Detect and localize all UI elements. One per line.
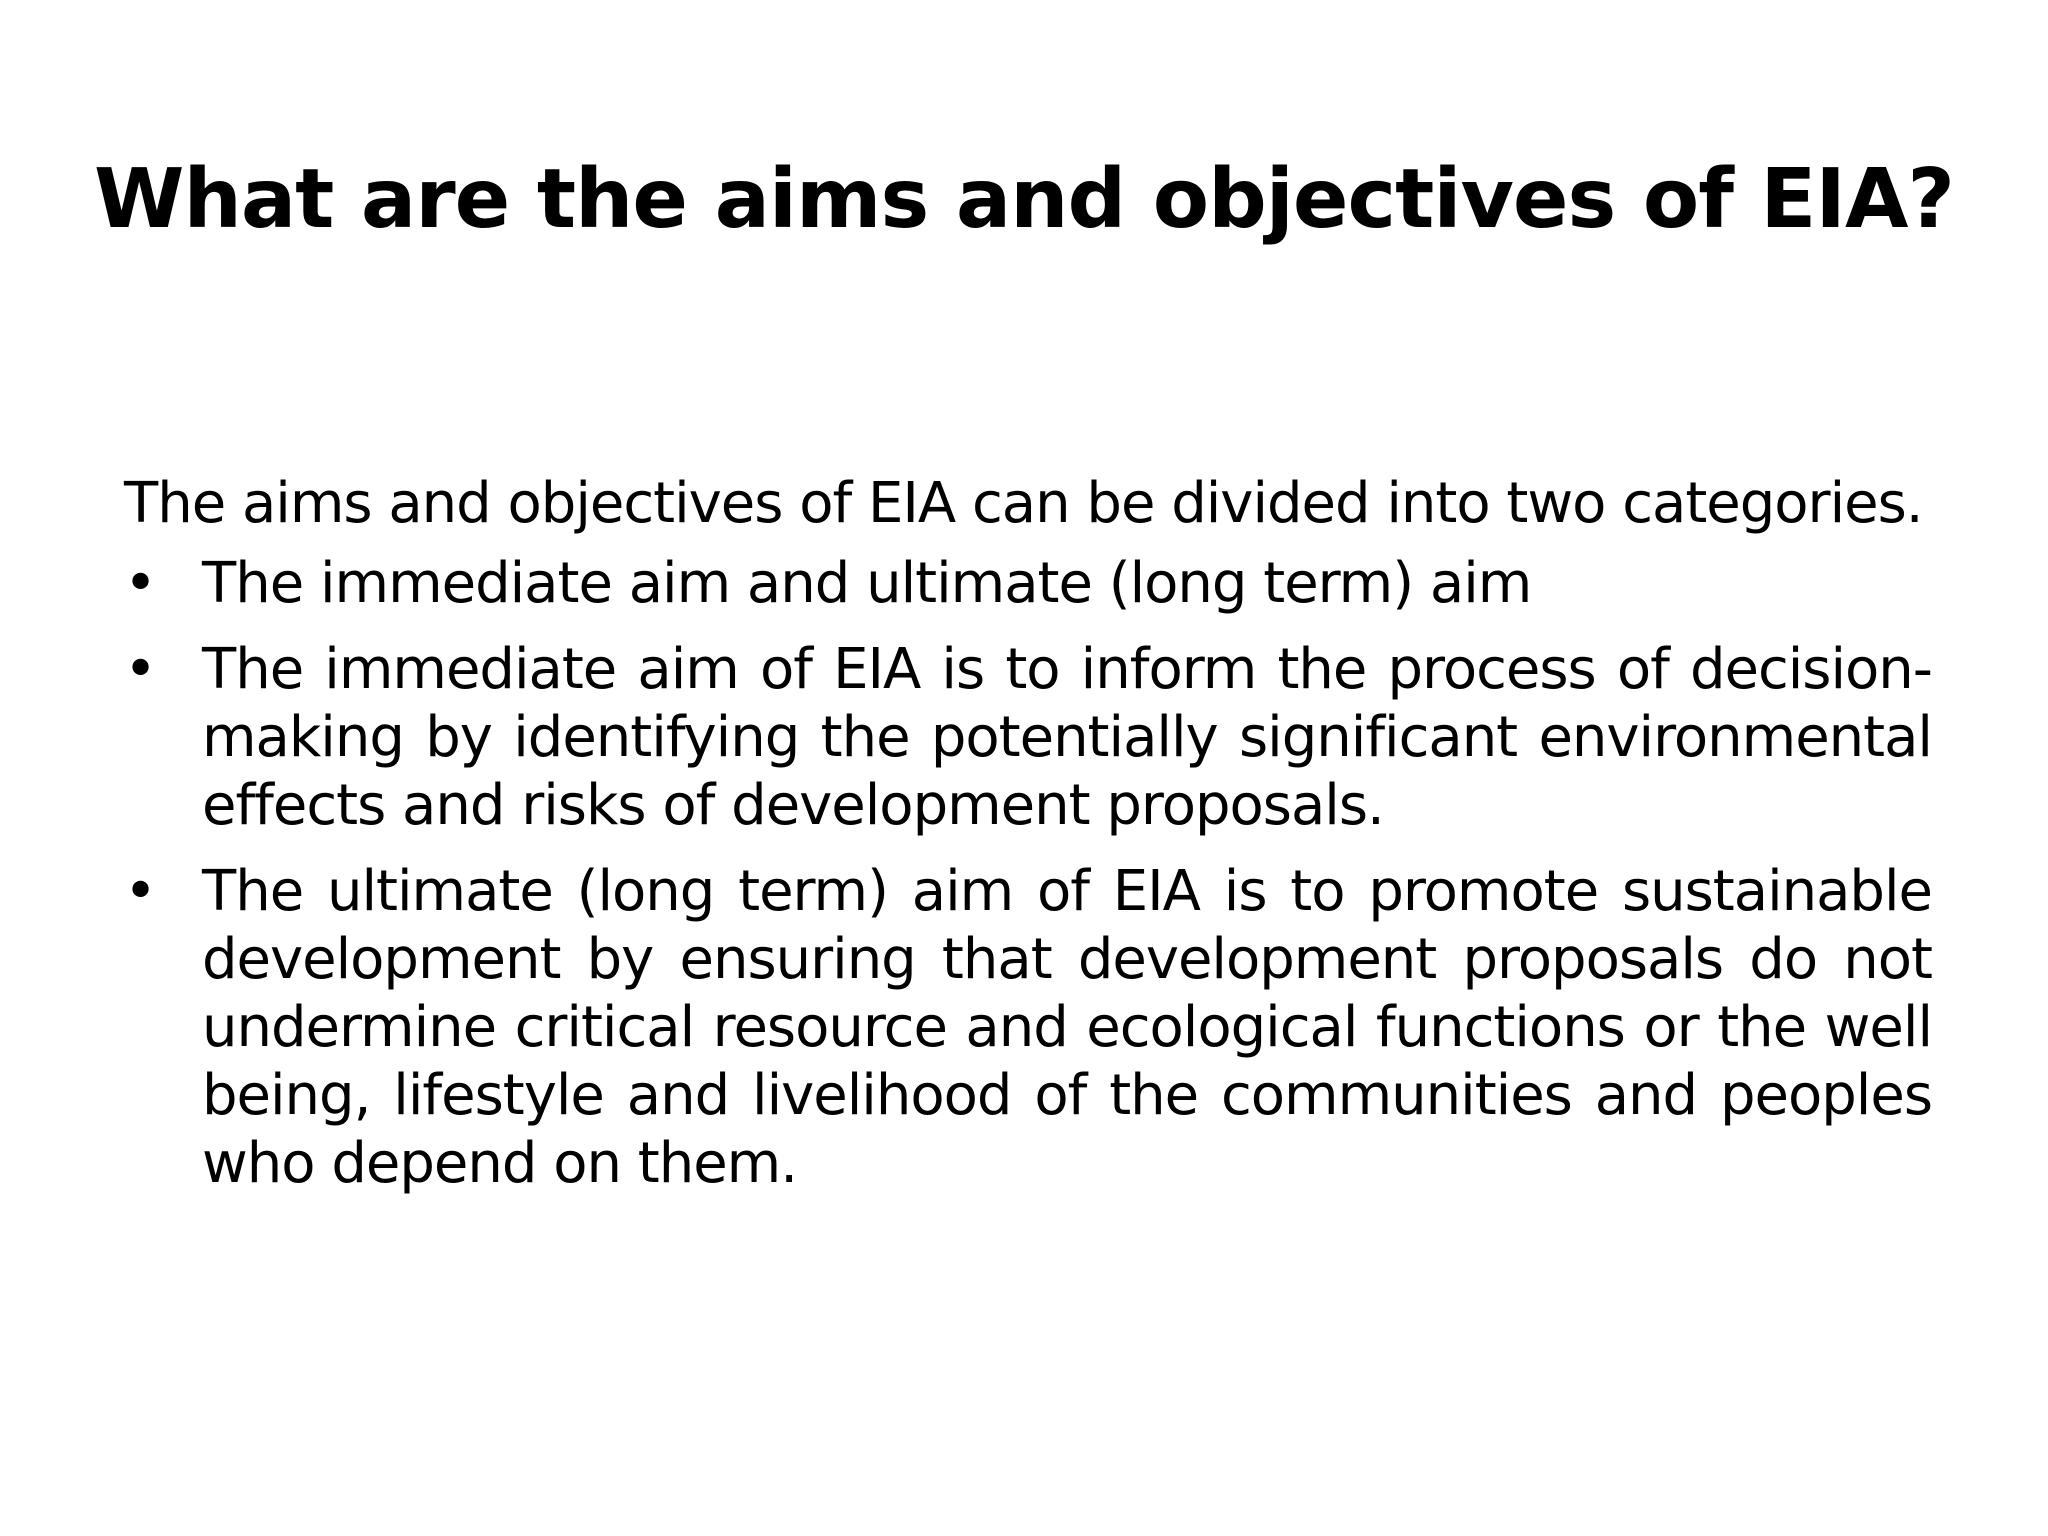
- slide-body: [124, 470, 1932, 1216]
- slide-title: What are the aims and objectives of EIA?: [94, 152, 1954, 247]
- bullet-text: The immediate aim and ultimate (long term) aim: [202, 551, 1532, 616]
- bullet-icon: •: [124, 551, 157, 616]
- intro-paragraph: The aims and objectives of EIA can be divided into two categories.: [124, 471, 1923, 536]
- bullet-item-immediate-aim: [124, 636, 1932, 840]
- bullet-text: The ultimate (long term) aim of EIA is to promote sustainable development by ensuring that development proposals do not undermine critical resource and ecological functions or the well being, lifestyle and livelihood of the communities and peoples who depend on them.: [202, 859, 1932, 1196]
- bullet-list: [124, 550, 1932, 1198]
- bullet-text: The immediate aim of EIA is to inform the process of decision-making by identifying the potentially significant environmental effects and risks of development proposals.: [202, 637, 1932, 838]
- bullet-icon: •: [124, 637, 157, 702]
- bullet-icon: •: [124, 859, 157, 924]
- bullet-item-immediate-and-ultimate: [124, 550, 1932, 618]
- bullet-item-ultimate-aim: [124, 858, 1932, 1198]
